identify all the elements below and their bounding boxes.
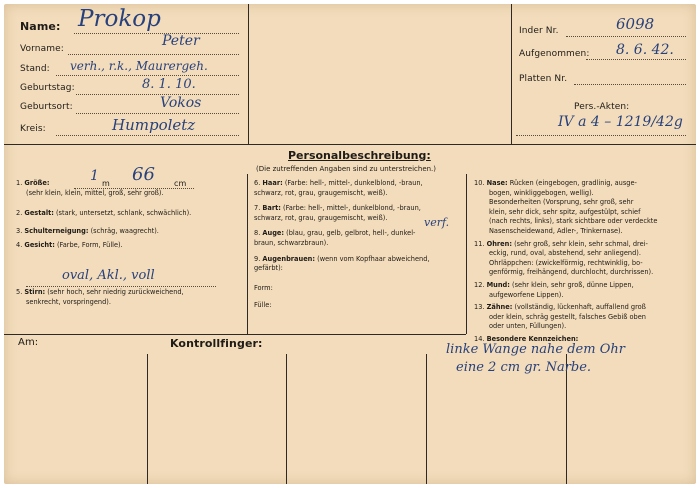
finger-box-line-1 xyxy=(147,354,148,484)
item-mund-cont: aufgeworfene Lippen). xyxy=(489,290,564,299)
item-fuelle-label: Fülle: xyxy=(254,301,272,310)
item-auge: 8. Auge: (blau, grau, gelb, gelbrot, hell-, dunkel- xyxy=(254,229,416,238)
platten-label: Platten Nr. xyxy=(519,74,568,84)
item-bart: 7. Bart: (Farbe: hell-, mittel-, dunkelblond, -braun, xyxy=(254,204,421,213)
item-groesse-options: (sehr klein, klein, mittel, groß, sehr groß). xyxy=(26,189,164,197)
stand-label: Stand: xyxy=(20,64,50,74)
item-nase-cont-1: bogen, winkliggebogen, wellig). xyxy=(489,188,594,197)
item-nase: 10. Nase: Rücken (eingebogen, gradlinig, ausge- xyxy=(474,179,637,187)
police-record-card xyxy=(4,4,696,484)
finger-box-line-3 xyxy=(426,354,427,484)
am-label: Am: xyxy=(18,337,39,348)
gesicht-hand-value: oval, Akl., voll xyxy=(62,268,155,283)
item-ohren-cont-2: Ohrläppchen: (zwickelförmig, rechtwinklig, bo- xyxy=(489,258,643,267)
item-nase-cont-4: (nach rechts, links), stark sichtbare oder verdeckte xyxy=(489,217,658,226)
item-auge-cont: braun, schwarzbraun). xyxy=(254,238,329,247)
item-stirn: 5. Stirn: (sehr hoch, sehr niedrig zurückweichend, xyxy=(16,288,184,297)
personalakten-value: IV a 4 – 1219/42g xyxy=(558,114,683,130)
personal-col-left xyxy=(16,179,242,308)
geburtstag-label: Geburtstag: xyxy=(20,83,75,93)
geburtsort-value: Vokos xyxy=(160,95,202,111)
groesse-unit-cm: cm xyxy=(174,179,187,188)
personal-col-mid xyxy=(254,179,464,311)
item-nase-cont-5: Nasenscheidewand, Adler-, Trinkernase). xyxy=(489,226,623,235)
aufgenommen-value: 8. 6. 42. xyxy=(616,42,674,58)
item-kennzeichen: 14. Besondere Kennzeichen: xyxy=(474,334,579,343)
header-divider-right xyxy=(511,4,512,144)
personal-bottom-line xyxy=(4,334,466,335)
stand-value: verh., r.k., Maurergeh. xyxy=(70,59,208,73)
item-gestalt: 2. Gestalt: (stark, untersetzt, schlank, schwächlich). xyxy=(16,208,192,217)
inder-value: 6098 xyxy=(616,15,655,33)
aufgenommen-label: Aufgenommen: xyxy=(519,49,590,59)
kennzeichen-hand-1: linke Wange nahe dem Ohr xyxy=(446,342,625,357)
item-mund: 12. Mund: (sehr klein, sehr groß, dünne Lippen, xyxy=(474,280,634,289)
item-zaehne: 13. Zähne: (vollständig, lückenhaft, auffallend groß xyxy=(474,303,646,312)
personalakten-label: Pers.-Akten: xyxy=(574,102,630,112)
header-bottom-line xyxy=(4,144,696,145)
item-ohren: 11. Ohren: (sehr groß, sehr klein, sehr schmal, drei- xyxy=(474,239,648,248)
item-groesse: 1. Größe: xyxy=(16,179,50,187)
personal-col-divider-1 xyxy=(247,174,248,334)
augen-hand-value: verf. xyxy=(424,216,450,229)
kreis-value: Humpoletz xyxy=(112,116,196,134)
name-label: Name: xyxy=(20,20,61,33)
name-value: Prokop xyxy=(78,6,161,32)
geburtstag-value: 8. 1. 10. xyxy=(142,77,196,92)
personal-col-right xyxy=(474,179,690,345)
item-schulterneigung: 3. Schulterneigung: (schräg, waagrecht). xyxy=(16,227,159,236)
item-form-label: Form: xyxy=(254,283,273,292)
item-ohren-cont-3: genförmig, freihängend, durchlocht, durchrissen). xyxy=(489,268,654,277)
item-haar: 6. Haar: (Farbe: hell-, mittel-, dunkelblond, -braun, xyxy=(254,179,423,187)
item-ohren-cont-1: eckig, rund, oval, abstehend, sehr anliegend). xyxy=(489,249,641,258)
item-bart-cont: schwarz, rot, grau, graugemischt, weiß). xyxy=(254,213,388,222)
item-augenbrauen: 9. Augenbrauen: (wenn vom Kopfhaar abweichend, xyxy=(254,254,430,263)
item-nase-cont-2: Besonderheiten (Vorsprung, sehr groß, sehr xyxy=(489,198,634,207)
personal-col-divider-2 xyxy=(466,174,467,334)
groesse-m-value: 1 xyxy=(90,168,99,184)
vorname-label: Vorname: xyxy=(20,44,64,54)
header-divider-left xyxy=(248,4,249,144)
kreis-label: Kreis: xyxy=(20,124,46,134)
finger-box-line-2 xyxy=(286,354,287,484)
item-gesicht: 4. Gesicht: (Farbe, Form, Fülle). xyxy=(16,240,123,249)
inder-label: Inder Nr. xyxy=(519,26,559,36)
item-zaehne-cont-1: oder klein, schräg gestellt, falsches Gebiß oben xyxy=(489,312,646,321)
item-augenbrauen-cont: gefärbt): xyxy=(254,264,283,273)
item-zaehne-cont-2: oder unten, Füllungen). xyxy=(489,322,567,331)
personal-note: (Die zutreffenden Angaben sind zu unterstreichen.) xyxy=(256,165,437,173)
item-haar-cont: schwarz, rot, grau, graugemischt, weiß). xyxy=(254,188,388,197)
geburtsort-label: Geburtsort: xyxy=(20,102,73,112)
item-nase-cont-3: klein, sehr dick, sehr spitz, aufgestülpt, schief xyxy=(489,207,641,216)
groesse-cm-value: 66 xyxy=(132,164,155,185)
groesse-unit-m: m xyxy=(102,179,110,188)
item-stirn-cont: senkrecht, vorspringend). xyxy=(26,297,111,306)
kennzeichen-hand-2: eine 2 cm gr. Narbe. xyxy=(456,360,592,375)
personal-title: Personalbeschreibung: xyxy=(288,149,431,162)
vorname-value: Peter xyxy=(162,33,200,49)
kontrollfinger-label: Kontrollfinger: xyxy=(170,337,263,350)
